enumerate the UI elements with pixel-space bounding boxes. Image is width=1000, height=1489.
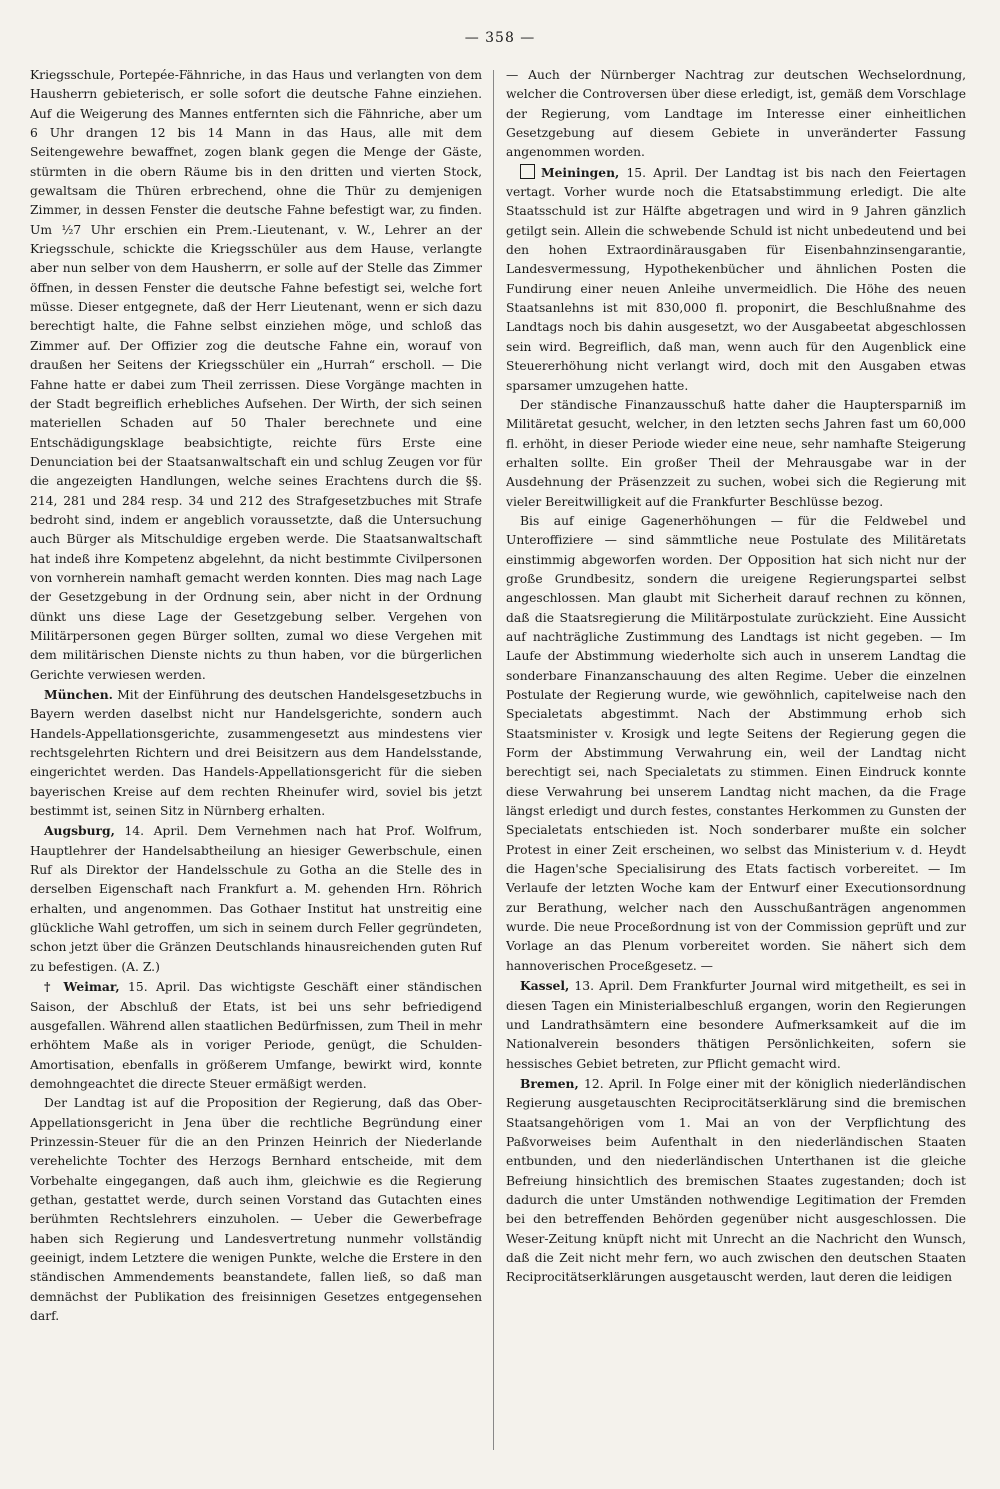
article-text: 13. April. Dem Frankfurter Journal wird mitgetheilt, es sei in diesen Tagen ein Ministerialbeschluß ergangen, worin den Regierungen und Landrathsämtern eine besondere Aufmerksamkeit auf die im Nationalverein besonders thätigen Persönlichkeiten, sofern sie hessisches Gebiet betreten, zur Pflicht gemacht wird. bbox=[506, 979, 966, 1071]
article-augsburg bbox=[30, 821, 482, 977]
page-number: — 358 — bbox=[464, 30, 536, 46]
dateline-place: Augsburg, bbox=[44, 823, 115, 839]
dateline-place: Meiningen, bbox=[541, 164, 620, 180]
article-text: Mit der Einführung des deutschen Handelsgesetzbuchs in Bayern werden daselbst nicht nur Handelsgerichte, sondern auch Handels-Appellationsgerichte, zusammengesetzt aus mindestens vier rechtsgelehrten Richtern und drei Beisitzern aus dem Handelsstande, eingerichtet werden. Das Handels-Appellationsgericht für die sieben bayerischen Kreise auf dem rechten Rheinufer wird, soviel bis jetzt bestimmt ist, seinen Sitz in Nürnberg erhalten. bbox=[30, 688, 482, 819]
article-paragraph: Kriegsschule, Portepée-Fähnriche, in das Haus und verlangten von dem Hausherrn gebieterisch, er solle sofort die deutsche Fahne einziehen. Auf die Weigerung des Mannes entfernten sich die Fähnriche, aber um 6 Uhr drangen 12 bis 14 Mann in das Haus, alle mit dem Seitengewehre bewaffnet, zogen blank gegen die Menge der Gäste, stürmten in die obern Räume bis in den dritten und vierten Stock, gewaltsam die Thüren erbrechend, ohne die Thür zu demjenigen Zimmer, in dessen Fenster die deutsche Fahne befestigt war, zu finden. Um ½7 Uhr erschien ein Prem.-Lieutenant, v. W., Lehrer an der Kriegsschule, schickte die Kriegsschüler aus dem Hause, verlangte aber nun selber von dem Hausherrn, er solle auf der Stelle das Zimmer öffnen, in dessen Fenster die deutsche Fahne befestigt sei, welche fort müsse. Dieser entgegnete, daß der Herr Lieutenant, wenn er sich dazu berechtigt halte, die Fahne selbst einziehen möge, und schloß das Zimmer auf. Der Offizier zog die deutsche Fahne ein, worauf von draußen her Seitens der Kriegsschüler ein „Hurrah“ erscholl. — Die Fahne hatte er dabei zum Theil zerrissen. Diese Vorgänge machten in der Stadt begreiflich erhebliches Aufsehen. Der Wirth, der sich seinen materiellen Schaden auf 50 Thaler berechnete und eine Entschädigungsklage beabsichtigte, reichte fürs Erste eine Denunciation bei der Staatsanwaltschaft ein und schlug Zeugen vor für die angezeigten Handlungen, welche seines Erachtens durch die §§. 214, 281 und 284 resp. 34 und 212 des Strafgesetzbuches mit Strafe bedroht sind, indem er angeblich voraussetzte, daß die Untersuchung auch Bürger als Mitschuldige ergeben werde. Die Staatsanwaltschaft hat indeß ihre Kompetenz abgelehnt, da nicht bestimmte Civilpersonen von vornherein namhaft gemacht werden konnten. Dies mag nach Lage der Gesetzgebung in der Ordnung sein, aber nicht in der Ordnung dünkt uns diese Lage der Gesetzgebung selber. Vergehen von Militärpersonen gegen Bürger sollten, zumal wo diese Vergehen mit dem militärischen Dienste nichts zu thun haben, vor die bürgerlichen Gerichte verwiesen werden. bbox=[30, 68, 482, 682]
left-column bbox=[30, 66, 482, 1461]
article-paragraph: Der Landtag ist auf die Proposition der Regierung, daß das Ober-Appellationsgericht in Jena über die rechtliche Begründung einer Prinzessin-Steuer für die an den Prinzen Heinrich der Niederlande verehelichte Tochter des Herzogs Bernhard entscheide, mit dem Vorbehalte eingegangen, daß auch ihm, gleichwie es die Regierung gethan, gestattet werde, durch seinen Vorstand das Gutachten eines berühmten Rechtslehrers einzuholen. — Ueber die Gewerbefrage haben sich Regierung und Landesvertretung nunmehr vollständig geeinigt, indem Letztere die wenigen Punkte, welche die Erstere in den ständischen Ammendements beanstandete, fallen ließ, so daß man demnächst der Publikation des freisinnigen Gesetzes entgegensehen darf. bbox=[30, 1096, 482, 1323]
dateline-place: München. bbox=[44, 687, 113, 702]
article-paragraph: — Auch der Nürnberger Nachtrag zur deutschen Wechselordnung, welcher die Controversen über diese erledigt, ist, gemäß dem Vorschlage der Regierung, vom Landtage im Interesse einer einheitlichen Gesetzgebung auf diesem Gebiete in unveränderter Fassung angenommen worden. bbox=[506, 68, 966, 160]
article-paragraph: Bis auf einige Gagenerhöhungen — für die Feldwebel und Unteroffiziere — sind sämmtliche neue Postulate des Militäretats einstimmig abgeworfen worden. Der Opposition hat sich nicht nur der große Grundbesitz, sondern die ureigene Regierungspartei selbst angeschlossen. Man glaubt mit Sicherheit darauf rechnen zu können, daß die Staatsregierung die Militärpostulate zurückzieht. Eine Aussicht auf nachträgliche Zustimmung des Landtags ist nicht gegeben. — Im Laufe der Abstimmung wiederholte sich auch in unserem Landtag die sonderbare Finanzanschauung des alten Regime. Ueber die einzelnen Postulate der Regierung wurde, wie gewöhnlich, capitelweise nach den Specialetats abgestimmt. Nach der Abstimmung erhob sich Staatsminister v. Krosigk und legte Seitens der Regierung gegen die Form der Abstimmung Verwahrung ein, weil der Landtag nicht berechtigt sei, nach Specialetats zu stimmen. Einen Eindruck konnte diese Verwahrung bei unserem Landtag nicht machen, da die Frage längst erledigt und durch festes, constantes Herkommen zu Gunsten der Specialetats entschieden ist. Noch sonderbarer mußte ein solcher Protest in einer Zeit erscheinen, wo selbst das Ministerium v. d. Heydt die Hagen'sche Specialisirung des Etats factisch vorbereitet. — Im Verlaufe der letzten Woche kam der Entwurf einer Executionsordnung zur Berathung, welcher nach den Ausschußanträgen angenommen wurde. Die neue Proceßordnung ist von der Commission geprüft und zur Vorlage an das Plenum vorbereitet worden. Sie nähert sich dem hannoverischen Proceßgesetz. — bbox=[506, 513, 966, 973]
article-text: 15. April. Das wichtigste Geschäft einer ständischen Saison, der Abschluß der Etats, ist bei uns sehr befriedigend ausgefallen. Während allen staatlichen Bedürfnissen, zum Theil in mehr erhöhtem Maße als in voriger Periode, genügt, die Schulden-Amortisation, ebenfalls in größerem Umfange, bewirkt wird, konnte demohngeachtet die directe Steuer ermäßigt werden. bbox=[30, 980, 482, 1091]
article-kassel bbox=[506, 976, 966, 1074]
column-divider bbox=[493, 70, 494, 1450]
article-text: 12. April. In Folge einer mit der königlich niederländischen Regierung ausgetauschten Reciprocitätserklärung sind die bremischen Staatsangehörigen vom 1. Mai an von der Verpflichtung des Paßvorweises beim Aufenthalt in den niederländischen Staaten entbunden, und den niederländischen Unterthanen ist die gleiche Befreiung hinsichtlich des bremischen Staates zugestanden; doch ist dadurch die unter Umständen nothwendige Legitimation der Fremden bei den betreffenden Behörden gegenüber nicht ausgeschlossen. Die Weser-Zeitung knüpft nicht mit Unrecht an die Nachricht den Wunsch, daß die Zeit nicht mehr fern, wo auch zwischen den deutschen Staaten Reciprocitätserklärungen ausgetauscht werden, laut deren die leidigen bbox=[506, 1076, 966, 1285]
article-weimar bbox=[30, 977, 482, 1094]
dateline-place: † Weimar, bbox=[44, 979, 120, 995]
article-text: 14. April. Dem Vernehmen nach hat Prof. Wolfrum, Hauptlehrer der Handelsabtheilung an hiesiger Gewerbschule, einen Ruf als Direktor der Handelsschule zu Gotha an die Stelle des in derselben Eigenschaft nach Frankfurt a. M. gehenden Hrn. Röhrich erhalten, und angenommen. Das Gothaer Institut hat unstreitig eine glückliche Wahl getroffen, um sich in seinem durch Feller gegründeten, schon jetzt über die Gränzen Deutschlands hinausreichenden guten Ruf zu befestigen. (A. Z.) bbox=[30, 824, 482, 974]
dateline-place: Kassel, bbox=[520, 978, 570, 994]
article-text: 15. April. Der Landtag ist bis nach den Feiertagen vertagt. Vorher wurde noch die Etatsabstimmung erledigt. Die alte Staatsschuld ist zur Hälfte abgetragen und wird in 9 Jahren gänzlich getilgt sein. Allein die schwebende Schuld ist nicht unbedeutend und bei den hohen Extraordinärausgaben für Eisenbahnzinsengarantie, Landesvermessung, Hypothekenbücher und ähnlichen Posten die Fundirung einer neuen Anleihe unvermeidlich. Die Höhe des neuen Staatsanlehns ist mit 830,000 fl. proponirt, die Beschlußnahme des Landtags noch bis dahin ausgesetzt, wo der Ausgabeetat abgeschlossen sein wird. Begreiflich, daß man, wenn auch für den Augenblick eine Steuererhöhung nicht verlangt wird, doch mit den Ausgaben etwas sparsamer umzugehen hatte. bbox=[506, 165, 966, 393]
dateline-place: Bremen, bbox=[520, 1075, 579, 1091]
box-marker-icon bbox=[520, 164, 535, 179]
article-meiningen bbox=[506, 163, 966, 396]
right-column bbox=[506, 66, 966, 1461]
article-bremen bbox=[506, 1074, 966, 1288]
article-paragraph: Der ständische Finanzausschuß hatte daher die Hauptersparniß im Militäretat gesucht, welcher, in den letzten sechs Jahren fast um 60,000 fl. erhöht, in dieser Periode wieder eine neue, sehr namhafte Steigerung erhalten sollte. Ein großer Theil der Mehrausgabe war in der Ausdehnung der Präsenzzeit zu suchen, wobei sich die Regierung mit vieler Bereitwilligkeit auf die Frankfurter Beschlüsse bezog. bbox=[506, 397, 966, 509]
article-munich bbox=[30, 685, 482, 821]
